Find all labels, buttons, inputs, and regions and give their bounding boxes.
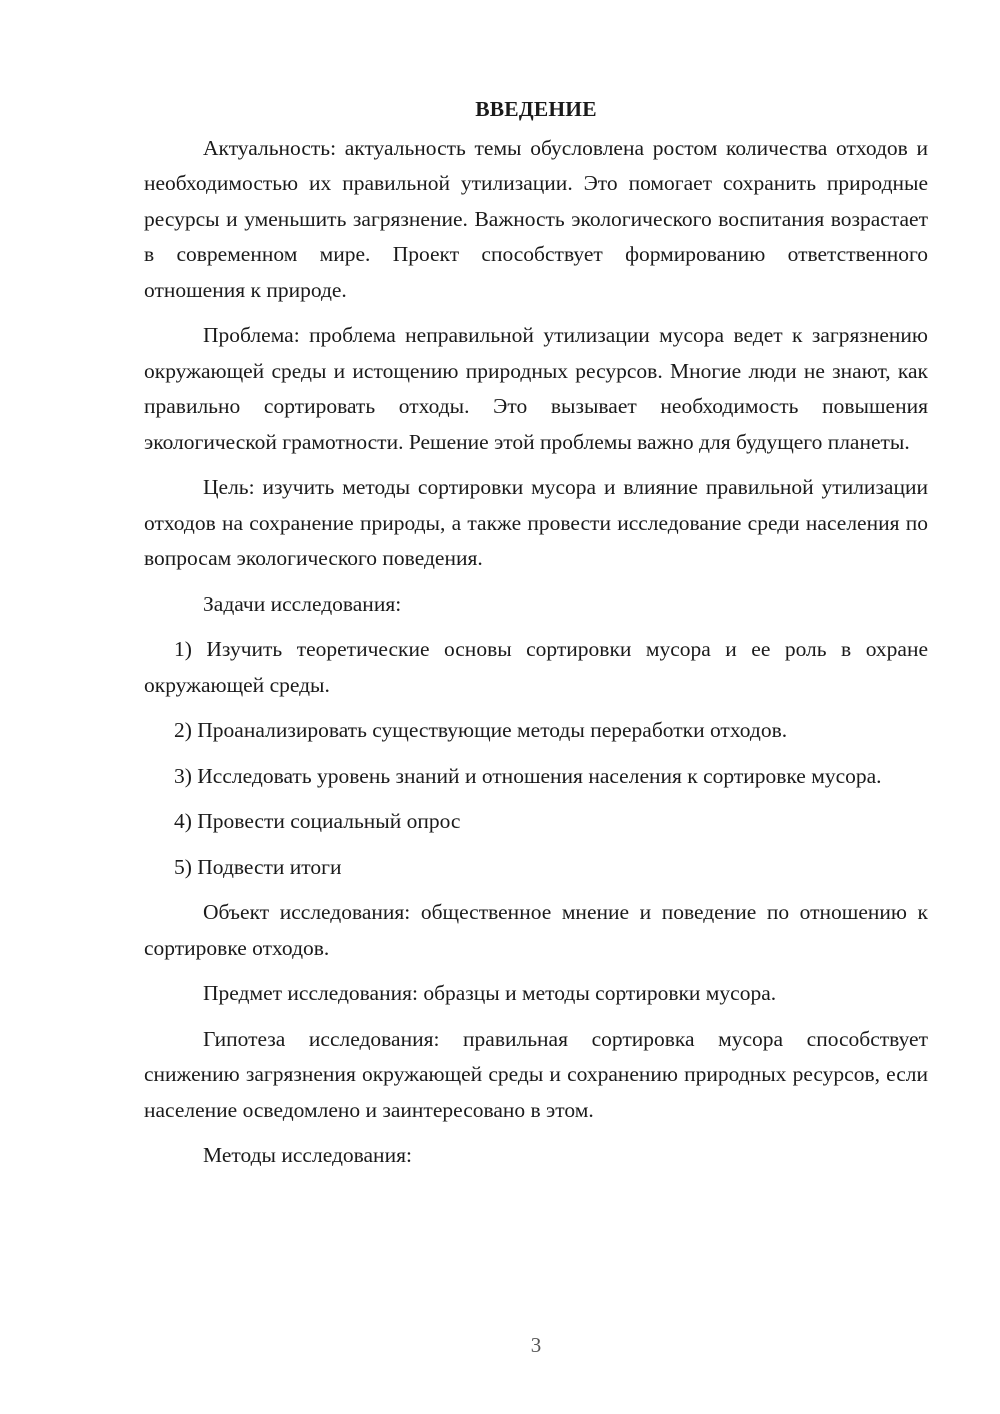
task-item-5: 5) Подвести итоги <box>174 854 342 879</box>
paragraph-goal: Цель: изучить методы сортировки мусора и влияние правильной утилизации отходов на сохранение природы, а также провести исследование среди населения по вопросам экологического поведения. <box>144 475 928 570</box>
paragraph-problem: Проблема: проблема неправильной утилизации мусора ведет к загрязнению окружающей среды и истощению природных ресурсов. Многие люди не знают, как правильно сортировать отходы. Это вызывает необходимость повышения экологической грамотности. Решение этой проблемы важно для будущего планеты. <box>144 323 928 454</box>
page-number: 3 <box>530 1333 542 1357</box>
paragraph-subject: Предмет исследования: образцы и методы сортировки мусора. <box>203 981 777 1005</box>
paragraph-object: Объект исследования: общественное мнение и поведение по отношению к сортировке отходов. <box>144 900 928 960</box>
paragraph-hypothesis: Гипотеза исследования: правильная сортировка мусора способствует снижению загрязнения окружающей среды и сохранению природных ресурсов, если население осведомлено и заинтересовано в этом. <box>144 1026 928 1122</box>
methods-heading: Методы исследования: <box>203 1143 412 1167</box>
paragraph-relevance: Актуальность: актуальность темы обусловлена ростом количества отходов и необходимостью их правильной утилизации. Это помогает сохранить природные ресурсы и уменьшить загрязнение. Важность экологического воспитания возрастает в современном мире. Проект способствует формированию ответственного отношения к природе. <box>144 135 928 302</box>
page-content <box>144 92 928 1184</box>
tasks-heading: Задачи исследования: <box>203 591 402 616</box>
task-item-4: 4) Провести социальный опрос <box>174 809 461 833</box>
task-item-1: 1) Изучить теоретические основы сортировки мусора и ее роль в охране окружающей среды. <box>144 637 928 697</box>
task-item-3: 3) Исследовать уровень знаний и отношения населения к сортировке мусора. <box>174 763 882 788</box>
task-item-2: 2) Проанализировать существующие методы переработки отходов. <box>174 718 788 742</box>
page-title: ВВЕДЕНИЕ <box>475 97 597 121</box>
